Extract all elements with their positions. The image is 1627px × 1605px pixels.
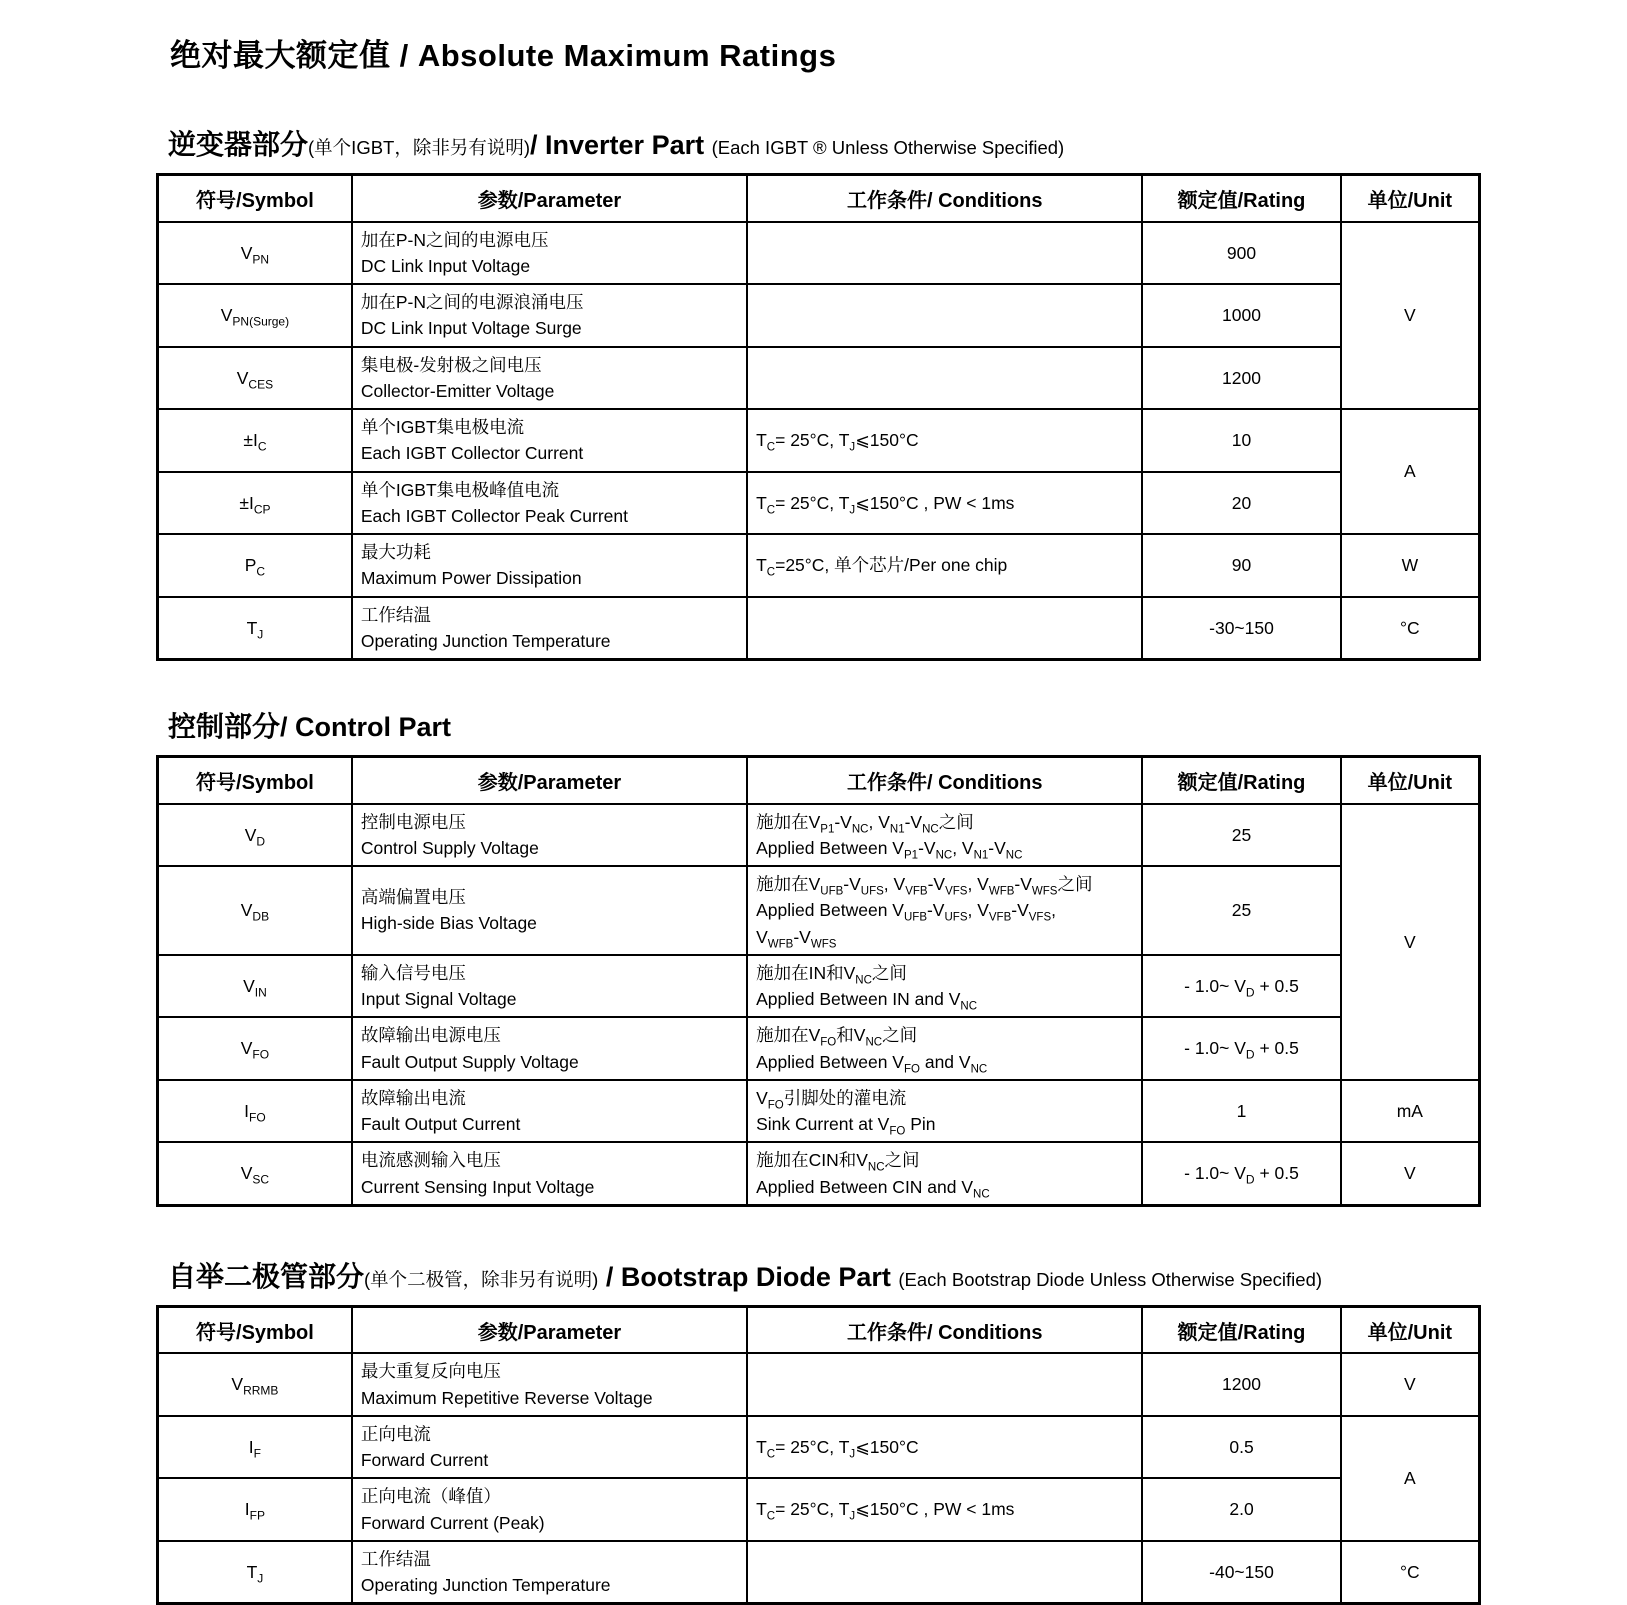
section-title-en: / Inverter Part	[530, 130, 712, 160]
parameter-cell	[352, 534, 747, 597]
table-row	[158, 866, 1480, 955]
unit-cell	[1341, 597, 1480, 660]
cell-text: $I_{FO}$	[244, 1100, 266, 1125]
cell-text: $V_{WFB}-V_{WFS}$	[756, 926, 837, 950]
cell-text: $V_{IN}$	[243, 975, 267, 1000]
column-header: 额定值/Rating	[1142, 175, 1340, 222]
column-header: 单位/Unit	[1341, 1306, 1480, 1353]
cell-text: Operating Junction Temperature	[360, 1575, 611, 1595]
conditions-cell	[747, 1478, 1142, 1541]
cell-text: 0.5	[1229, 1436, 1254, 1457]
table-row	[158, 1017, 1480, 1080]
conditions-cell	[747, 1416, 1142, 1479]
unit-cell	[1341, 1416, 1480, 1541]
rating-cell	[1142, 1416, 1340, 1479]
rating-cell	[1142, 409, 1340, 472]
conditions-cell	[747, 472, 1142, 535]
table-row	[158, 804, 1480, 867]
cell-text: DC Link Input Voltage Surge	[360, 318, 582, 339]
unit-cell	[1341, 1080, 1480, 1143]
cell-text: A	[1403, 461, 1416, 482]
rating-cell	[1142, 804, 1340, 867]
rating-cell	[1142, 222, 1340, 285]
cell-text: 25	[1231, 900, 1252, 921]
section-title-zh: 逆变器部分	[168, 129, 309, 160]
cell-text: Current Sensing Input Voltage	[360, 1176, 595, 1197]
cell-text: Forward Current (Peak)	[360, 1512, 545, 1533]
inverter-ratings-table	[156, 173, 1481, 661]
cell-text: - 1.0~ $V_D + 0.5$	[1184, 1038, 1299, 1062]
column-header: 参数/Parameter	[352, 175, 747, 222]
cell-text: 施加在$V_{FO}$和$V_{NC}$之间	[756, 1025, 918, 1049]
cell-text: 1000	[1222, 305, 1261, 326]
section-title-en: / Control Part	[280, 712, 452, 742]
section-heading-control	[168, 705, 1627, 745]
cell-text: Applied Between $V_{UFB}-V_{UFS}$, $V_{VFB}-V_{VFS}$,	[756, 900, 1057, 924]
cell-text: $V_{SC}$	[240, 1163, 270, 1187]
unit-cell	[1341, 409, 1480, 534]
parameter-cell	[352, 1353, 747, 1416]
unit-cell	[1341, 534, 1480, 597]
cell-text: 正向电流（峰值）	[360, 1486, 501, 1507]
cell-text: V	[1403, 305, 1416, 326]
symbol-cell	[158, 472, 352, 535]
table-row	[158, 1416, 1480, 1479]
cell-text: $T_C= 25^\circ C$, $T_J⩽150^\circ C$ , PW < 1ms	[756, 492, 1015, 517]
table-row	[158, 347, 1480, 410]
rating-cell	[1142, 472, 1340, 535]
cell-text: 1200	[1222, 367, 1261, 388]
table-row	[158, 534, 1480, 597]
conditions-cell	[747, 1541, 1142, 1604]
symbol-cell	[158, 1353, 352, 1416]
header-row	[158, 175, 1480, 222]
cell-text: 输入信号电压	[360, 962, 466, 983]
cell-text: 单个IGBT集电极峰值电流	[360, 479, 560, 500]
cell-text: 工作结温	[360, 604, 431, 625]
parameter-cell	[352, 347, 747, 410]
cell-text: mA	[1396, 1100, 1423, 1121]
cell-text: $T_C= 25^\circ C$, $T_J⩽150^\circ C$	[756, 1436, 919, 1461]
conditions-cell	[747, 597, 1142, 660]
cell-text: 加在P-N之间的电源电压	[360, 229, 549, 250]
rating-cell	[1142, 1353, 1340, 1416]
cell-text: 施加在$V_{P1}-V_{NC}$, $V_{N1}-V_{NC}$之间	[756, 811, 974, 835]
parameter-cell	[352, 1017, 747, 1080]
table-row	[158, 955, 1480, 1018]
cell-text: 20	[1231, 492, 1252, 513]
cell-text: $I_{FP}$	[244, 1499, 266, 1523]
parameter-cell	[352, 1080, 747, 1143]
column-header: 参数/Parameter	[352, 1306, 747, 1353]
unit-cell	[1341, 1541, 1480, 1604]
parameter-cell	[352, 597, 747, 660]
column-header: 工作条件/ Conditions	[747, 757, 1142, 804]
column-header: 单位/Unit	[1341, 175, 1480, 222]
conditions-cell	[747, 1353, 1142, 1416]
table-row	[158, 284, 1480, 347]
rating-cell	[1142, 347, 1340, 410]
parameter-cell	[352, 1142, 747, 1205]
section-heading-inverter	[168, 123, 1627, 163]
rating-cell	[1142, 1541, 1340, 1604]
section-note-en: (Each IGBT ® Unless Otherwise Specified)	[711, 137, 1065, 158]
header-row	[158, 757, 1480, 804]
cell-text: 加在P-N之间的电源浪涌电压	[360, 292, 584, 312]
cell-text: 故障输出电源电压	[360, 1025, 501, 1046]
symbol-cell	[158, 284, 352, 347]
parameter-cell	[352, 866, 747, 955]
cell-text: Applied Between $V_{P1}-V_{NC}$, $V_{N1}-V_{NC}$	[756, 837, 1023, 862]
cell-text: Each IGBT Collector Peak Current	[360, 505, 628, 526]
cell-text: $T_C= 25^\circ C$, $T_J⩽150^\circ C$ , PW < 1ms	[756, 1499, 1015, 1523]
section-note-zh: (单个二极管，除非另有说明)	[364, 1268, 599, 1290]
cell-text: $V_{PN(Surge)}$	[220, 305, 290, 329]
cell-text: 控制电源电压	[360, 811, 466, 832]
header-row	[158, 1306, 1480, 1353]
cell-text: Input Signal Voltage	[360, 989, 517, 1009]
cell-text: 正向电流	[360, 1423, 431, 1444]
cell-text: W	[1401, 555, 1419, 576]
section-heading-bootstrap	[168, 1255, 1627, 1295]
column-header: 符号/Symbol	[158, 175, 352, 222]
cell-text: $\pm I_{CP}$	[239, 492, 271, 517]
rating-cell	[1142, 866, 1340, 955]
cell-text: $V_{PN}$	[240, 242, 270, 267]
cell-text: $V_{FO}$	[240, 1038, 270, 1062]
cell-text: $T_C=25^\circ C$, 单个芯片/Per one chip	[756, 555, 1008, 579]
cell-text: Applied Between IN and $V_{NC}$	[756, 989, 978, 1013]
conditions-cell	[747, 1080, 1142, 1143]
cell-text: -40~150	[1209, 1561, 1274, 1582]
conditions-cell	[747, 804, 1142, 867]
symbol-cell	[158, 1142, 352, 1205]
table-row	[158, 1353, 1480, 1416]
parameter-cell	[352, 409, 747, 472]
symbol-cell	[158, 222, 352, 285]
column-header: 工作条件/ Conditions	[747, 175, 1142, 222]
cell-text: Maximum Power Dissipation	[360, 568, 582, 589]
cell-text: 最大功耗	[360, 542, 431, 562]
parameter-cell	[352, 284, 747, 347]
cell-text: $V_{CES}$	[236, 367, 274, 392]
symbol-cell	[158, 804, 352, 867]
column-header: 符号/Symbol	[158, 1306, 352, 1353]
cell-text: Forward Current	[360, 1450, 489, 1470]
cell-text: Maximum Repetitive Reverse Voltage	[360, 1387, 653, 1408]
cell-text: High-side Bias Voltage	[360, 913, 537, 934]
section-note-zh: (单个IGBT，除非另有说明)	[308, 137, 531, 158]
cell-text: $T_J$	[246, 617, 264, 642]
cell-text: $V_{DB}$	[240, 900, 270, 924]
cell-text: Fault Output Current	[360, 1114, 521, 1134]
cell-text: $V_{FO}$引脚处的灌电流	[756, 1087, 907, 1112]
symbol-cell	[158, 955, 352, 1018]
control-ratings-table	[156, 755, 1481, 1207]
cell-text: 90	[1231, 555, 1252, 576]
cell-text: V	[1403, 1374, 1416, 1395]
column-header: 工作条件/ Conditions	[747, 1306, 1142, 1353]
symbol-cell	[158, 409, 352, 472]
cell-text: $T_J$	[246, 1561, 264, 1586]
cell-text: °C	[1400, 617, 1420, 638]
table-row	[158, 222, 1480, 285]
cell-text: $I_F$	[248, 1436, 262, 1461]
unit-cell	[1341, 1353, 1480, 1416]
conditions-cell	[747, 347, 1142, 410]
symbol-cell	[158, 1478, 352, 1541]
cell-text: $P_C$	[244, 555, 266, 579]
parameter-cell	[352, 955, 747, 1018]
column-header: 额定值/Rating	[1142, 757, 1340, 804]
cell-text: A	[1403, 1468, 1416, 1489]
conditions-cell	[747, 284, 1142, 347]
table-row	[158, 472, 1480, 535]
cell-text: $V_{RRMB}$	[231, 1374, 279, 1398]
unit-cell	[1341, 804, 1480, 1080]
cell-text: Sink Current at $V_{FO}$ Pin	[756, 1114, 936, 1138]
cell-text: 1	[1236, 1100, 1247, 1121]
section-title-zh: 控制部分	[168, 711, 281, 742]
cell-text: 工作结温	[360, 1548, 431, 1569]
parameter-cell	[352, 222, 747, 285]
cell-text: 电流感测输入电压	[360, 1150, 501, 1171]
parameter-cell	[352, 1541, 747, 1604]
cell-text: 集电极-发射极之间电压	[360, 354, 542, 375]
section-title-zh: 自举二极管部分	[168, 1260, 365, 1292]
conditions-cell	[747, 534, 1142, 597]
cell-text: °C	[1400, 1561, 1420, 1582]
column-header: 符号/Symbol	[158, 757, 352, 804]
column-header: 额定值/Rating	[1142, 1306, 1340, 1353]
rating-cell	[1142, 955, 1340, 1018]
unit-cell	[1341, 1142, 1480, 1205]
page-title: 绝对最大额定值 / Absolute Maximum Ratings	[170, 38, 837, 73]
cell-text: Applied Between CIN and $V_{NC}$	[756, 1176, 990, 1200]
table-row	[158, 1478, 1480, 1541]
table-row	[158, 409, 1480, 472]
cell-text: 2.0	[1229, 1499, 1254, 1520]
symbol-cell	[158, 1080, 352, 1143]
cell-text: 施加在CIN和$V_{NC}$之间	[756, 1150, 920, 1174]
cell-text: 1200	[1222, 1374, 1261, 1395]
table-row	[158, 1080, 1480, 1143]
rating-cell	[1142, 1478, 1340, 1541]
cell-text: V	[1403, 931, 1416, 952]
symbol-cell	[158, 597, 352, 660]
cell-text: 900	[1226, 242, 1257, 263]
cell-text: - 1.0~ $V_D + 0.5$	[1184, 975, 1299, 1000]
symbol-cell	[158, 866, 352, 955]
cell-text: DC Link Input Voltage	[360, 255, 531, 276]
column-header: 参数/Parameter	[352, 757, 747, 804]
cell-text: $T_C= 25^\circ C$, $T_J⩽150^\circ C$	[756, 430, 919, 454]
rating-cell	[1142, 1080, 1340, 1143]
conditions-cell	[747, 1142, 1142, 1205]
symbol-cell	[158, 1416, 352, 1479]
symbol-cell	[158, 1017, 352, 1080]
bootstrap-ratings-table	[156, 1305, 1481, 1605]
section-title-en: / Bootstrap Diode Part	[598, 1261, 899, 1292]
parameter-cell	[352, 804, 747, 867]
symbol-cell	[158, 534, 352, 597]
column-header: 单位/Unit	[1341, 757, 1480, 804]
cell-text: Control Supply Voltage	[360, 837, 539, 858]
cell-text: 单个IGBT集电极电流	[360, 417, 525, 437]
rating-cell	[1142, 1017, 1340, 1080]
cell-text: 故障输出电流	[360, 1087, 466, 1108]
cell-text: Fault Output Supply Voltage	[360, 1051, 579, 1072]
conditions-cell	[747, 866, 1142, 955]
cell-text: Applied Between $V_{FO}$ and $V_{NC}$	[756, 1051, 988, 1075]
symbol-cell	[158, 347, 352, 410]
parameter-cell	[352, 472, 747, 535]
cell-text: 施加在$V_{UFB}-V_{UFS}$, $V_{VFB}-V_{VFS}$, $V_{WFB}-V_{WFS}$之间	[756, 874, 1093, 898]
rating-cell	[1142, 1142, 1340, 1205]
cell-text: $V_D$	[244, 824, 266, 849]
rating-cell	[1142, 534, 1340, 597]
conditions-cell	[747, 409, 1142, 472]
section-note-en: (Each Bootstrap Diode Unless Otherwise Specified)	[898, 1268, 1323, 1290]
conditions-cell	[747, 1017, 1142, 1080]
table-row	[158, 597, 1480, 660]
parameter-cell	[352, 1478, 747, 1541]
rating-cell	[1142, 597, 1340, 660]
symbol-cell	[158, 1541, 352, 1604]
cell-text: Each IGBT Collector Current	[360, 443, 584, 464]
cell-text: V	[1403, 1163, 1416, 1184]
cell-text: $\pm I_C$	[243, 430, 267, 454]
cell-text: Operating Junction Temperature	[360, 630, 611, 651]
cell-text: -30~150	[1209, 617, 1274, 638]
cell-text: - 1.0~ $V_D + 0.5$	[1184, 1163, 1299, 1187]
unit-cell	[1341, 222, 1480, 410]
cell-text: 最大重复反向电压	[360, 1361, 501, 1382]
cell-text: 施加在IN和$V_{NC}$之间	[756, 962, 907, 987]
conditions-cell	[747, 955, 1142, 1018]
table-row	[158, 1142, 1480, 1205]
rating-cell	[1142, 284, 1340, 347]
conditions-cell	[747, 222, 1142, 285]
cell-text: 高端偏置电压	[360, 887, 466, 908]
parameter-cell	[352, 1416, 747, 1479]
cell-text: Collector-Emitter Voltage	[360, 380, 555, 401]
table-row	[158, 1541, 1480, 1604]
cell-text: 25	[1231, 824, 1252, 845]
cell-text: 10	[1231, 430, 1252, 451]
